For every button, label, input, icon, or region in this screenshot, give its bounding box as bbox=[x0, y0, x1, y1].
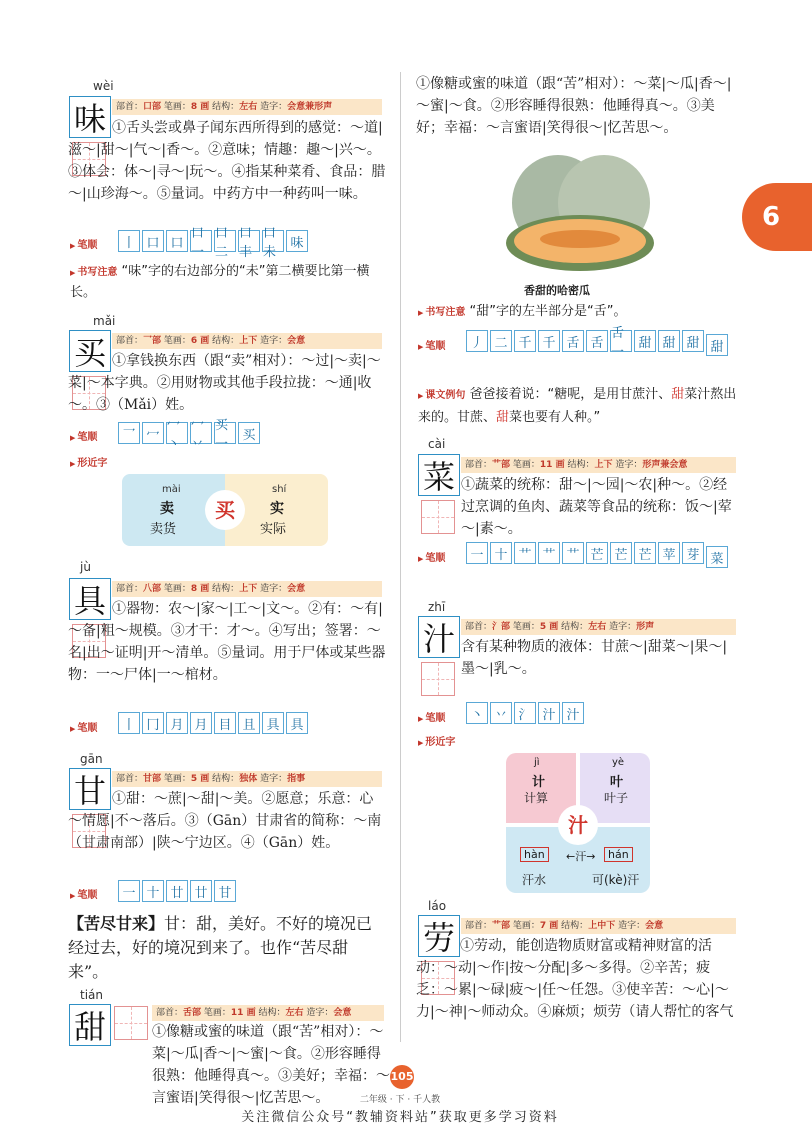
gan-definition: ①甜：～蔗|～甜|～美。②愿意；乐意：心～情愿|不～落后。③（Gān）甘肃省的简称：～南（甘肃南部）|陕～宁边区。④（Gān）姓。 bbox=[68, 791, 382, 851]
stroke-step: 甜 bbox=[634, 330, 656, 352]
cai-char: 菜 bbox=[418, 454, 460, 496]
gan-info: 部首：甘部 笔画：5 画 结构：独体 造字：指事 bbox=[112, 771, 382, 787]
zhi-strokes-label: ▶ 笔顺 bbox=[418, 709, 445, 724]
stroke-step: 冂 bbox=[142, 712, 164, 734]
wei-definition: ①舌头尝或鼻子闻东西所得到的感觉：～道|滋～|甜～|气～|香～。②意味；情趣：趣～|兴～。③体会：体～|寻～|玩～。④指某种菜肴、食品：腊～|山珍海～。⑤量词。中药方中一种药叫一味。 bbox=[68, 120, 386, 202]
gan-char: 甘 bbox=[69, 768, 111, 810]
wei-strokes bbox=[118, 226, 308, 260]
cai-pinyin: cài bbox=[428, 437, 446, 451]
lao-info: 部首：艹部 笔画：7 画 结构：上中下 造字：会意 bbox=[461, 918, 736, 934]
tian-definition-continued: ①像糖或蜜的味道（跟“苦”相对）：～菜|～瓜|香～|～蜜|～食。②形容睡得很熟：他睡得真～。③美好；幸福：～言蜜语|笑得很～|忆苦思～。 bbox=[416, 76, 732, 136]
stroke-step: 买一 bbox=[214, 422, 236, 444]
wei-writing-note: ▶ 书写注意 “味”字的右边部分的“未”第二横要比第一横长。 bbox=[70, 262, 388, 303]
stroke-step: 冖丷 bbox=[190, 422, 212, 444]
stroke-step: 月 bbox=[190, 712, 212, 734]
stroke-step: 口 bbox=[166, 230, 188, 252]
tian-char: 甜 bbox=[69, 1004, 111, 1046]
stroke-step: 具 bbox=[286, 712, 308, 734]
stroke-step: 冖 bbox=[142, 422, 164, 444]
chapter-tab: 6 bbox=[742, 183, 812, 251]
similar-middle-char: ←汗→ bbox=[566, 850, 596, 863]
stroke-step: 口丰 bbox=[238, 230, 260, 252]
zhi-info: 部首：氵部 笔画：5 画 结构：左右 造字：形声 bbox=[461, 619, 736, 635]
similar-bl-pinyin: hàn bbox=[520, 847, 549, 862]
similar-br-pinyin: hán bbox=[604, 847, 633, 862]
stroke-step: 艹 bbox=[538, 542, 560, 564]
similar-tl-char: 计 bbox=[532, 775, 546, 790]
stroke-step: 芒 bbox=[610, 542, 632, 564]
mai-pinyin: mǎi bbox=[93, 314, 116, 328]
page-number: 105 bbox=[390, 1065, 414, 1089]
mai-definition: ①拿钱换东西（跟“卖”相对）：～过|～卖|～菜|～本字典。②用财物或其他手段拉拢：～通|收～。③（Mǎi）姓。 bbox=[68, 353, 381, 413]
stroke-step: 菜 bbox=[706, 546, 728, 568]
gan-strokes-label: ▶ 笔顺 bbox=[70, 886, 97, 901]
mai-strokes-label: ▶ 笔顺 bbox=[70, 428, 97, 443]
column-divider bbox=[400, 72, 401, 1042]
similar-tl-pinyin: jì bbox=[534, 757, 540, 768]
stroke-step: 口一 bbox=[190, 230, 212, 252]
stroke-step: 口未 bbox=[262, 230, 284, 252]
stroke-step: 具 bbox=[262, 712, 284, 734]
footer-grade: 二年级 · 下 · 千人教 bbox=[359, 1095, 441, 1105]
similar-center-char: 买 bbox=[205, 490, 245, 530]
mai-strokes bbox=[118, 418, 260, 452]
tian-writing-note: ▶ 书写注意 “甜”字的左半部分是“舌”。 bbox=[418, 302, 736, 323]
stroke-step: 一 bbox=[118, 880, 140, 902]
tian-info: 部首：舌部 笔画：11 画 结构：左右 造字：会意 bbox=[152, 1005, 384, 1021]
stroke-step: 艹 bbox=[562, 542, 584, 564]
wei-info: 部首：口部 笔画：8 画 结构：左右 造字：会意兼形声 bbox=[112, 99, 382, 115]
zhi-pinyin: zhī bbox=[428, 600, 446, 614]
stroke-step: 氵 bbox=[514, 702, 536, 724]
stroke-step: 千 bbox=[514, 330, 536, 352]
stroke-step: 芒 bbox=[634, 542, 656, 564]
similar-left-char: 卖 bbox=[160, 501, 174, 517]
similar-right-word: 实际 bbox=[260, 522, 287, 537]
stroke-step: 十 bbox=[142, 880, 164, 902]
stroke-step: 一 bbox=[466, 542, 488, 564]
stroke-step: 舌 bbox=[586, 330, 608, 352]
ju-definition: ①器物：农～|家～|工～|文～。②有：～有|～备|粗～规模。③才干：才～。④写出；签署：～名|出～证明|开～清单。⑤量词。用于尸体或某些器物：一～尸体|一～棺材。 bbox=[68, 601, 386, 683]
stroke-step: 二 bbox=[490, 330, 512, 352]
ju-strokes bbox=[118, 712, 308, 734]
melon-caption: 香甜的哈密瓜 bbox=[524, 284, 590, 297]
stroke-step: 廿 bbox=[190, 880, 212, 902]
gan-pinyin: gān bbox=[80, 752, 103, 766]
similar-left-word: 卖货 bbox=[150, 522, 177, 537]
stroke-step: 芒 bbox=[586, 542, 608, 564]
stroke-step: 且 bbox=[238, 712, 260, 734]
mai-info: 部首：乛部 笔画：6 画 结构：上下 造字：会意 bbox=[112, 333, 382, 349]
stroke-step: 艹 bbox=[514, 542, 536, 564]
similar-tl-word: 计算 bbox=[524, 791, 549, 805]
tian-definition-start: ①像糖或蜜的味道（跟“苦”相对）：～菜|～瓜|香～|～蜜|～食。②形容睡得很熟：他睡得真～。③美好；幸福：～言蜜语|笑得很～|忆苦思～。 bbox=[152, 1024, 390, 1106]
stroke-step: 汁 bbox=[562, 702, 584, 724]
stroke-step: 廿 bbox=[166, 880, 188, 902]
zhi-char: 汁 bbox=[418, 616, 460, 658]
tian-example-sentence: ▶ 课文例句 爸爸接着说：“糖呢，是用甘蔗汁、甜菜汁熬出来的。甘蔗、甜菜也要有人种。” bbox=[418, 384, 738, 428]
lao-definition: ①劳动，能创造物质财富或精神财富的活动：～动|～作|按～分配|多～多得。②辛苦；疲乏：～累|～碌|疲～|任～任怨。③使辛苦：～心|～力|～神|～师动众。④麻烦；烦劳（请人帮忙的客气 bbox=[416, 938, 734, 1020]
stroke-step: 甜 bbox=[706, 334, 728, 356]
similar-bl-word: 汗水 bbox=[522, 873, 547, 887]
wei-strokes-label: ▶ 笔顺 bbox=[70, 236, 97, 251]
stroke-step: 舌一 bbox=[610, 330, 632, 352]
similar-right-char: 实 bbox=[270, 501, 284, 517]
tian-strokes bbox=[466, 326, 746, 360]
mai-char: 买 bbox=[69, 330, 111, 372]
stroke-step: 苹 bbox=[658, 542, 680, 564]
similar-tr-pinyin: yè bbox=[612, 757, 625, 768]
lao-char: 劳 bbox=[418, 915, 460, 957]
ju-pinyin: jù bbox=[80, 560, 91, 574]
gan-idiom: 【苦尽甘来】甘：甜，美好。不好的境况已经过去，好的境况到来了。也作“苦尽甜来”。 bbox=[68, 914, 373, 981]
similar-left-pinyin: mài bbox=[162, 484, 181, 495]
tian-strokes-label: ▶ 笔顺 bbox=[418, 337, 445, 352]
stroke-step: 舌 bbox=[562, 330, 584, 352]
stroke-step: 冖丶 bbox=[166, 422, 188, 444]
wei-char: 味 bbox=[69, 96, 111, 138]
stroke-step: 汁 bbox=[538, 702, 560, 724]
stroke-step: 甘 bbox=[214, 880, 236, 902]
stroke-step: 芽 bbox=[682, 542, 704, 564]
stroke-step: 甜 bbox=[658, 330, 680, 352]
mai-similar-label: ▶ 形近字 bbox=[70, 454, 107, 469]
tian-practice-grid bbox=[114, 1006, 148, 1040]
stroke-step: 丷 bbox=[490, 702, 512, 724]
similar-center-char: 汁 bbox=[558, 805, 598, 845]
similar-tr-word: 叶子 bbox=[604, 791, 629, 805]
tian-pinyin: tián bbox=[80, 988, 103, 1002]
stroke-step: 丨 bbox=[118, 230, 140, 252]
stroke-step: 月 bbox=[166, 712, 188, 734]
gan-strokes bbox=[118, 880, 236, 902]
zhi-similar-chars-panel bbox=[506, 753, 650, 893]
cai-info: 部首：艹部 笔画：11 画 结构：上下 造字：形声兼会意 bbox=[461, 457, 736, 473]
zhi-strokes bbox=[466, 702, 584, 724]
stroke-step: 甜 bbox=[682, 330, 704, 352]
stroke-step: 买 bbox=[238, 422, 260, 444]
stroke-step: 丶 bbox=[466, 702, 488, 724]
stroke-step: 千 bbox=[538, 330, 560, 352]
stroke-step: 乛 bbox=[118, 422, 140, 444]
ju-char: 具 bbox=[69, 578, 111, 620]
zhi-similar-label: ▶ 形近字 bbox=[418, 733, 455, 748]
similar-tr-char: 叶 bbox=[610, 775, 624, 790]
stroke-step: 丨 bbox=[118, 712, 140, 734]
wei-pinyin: wèi bbox=[93, 79, 114, 93]
footer-watermark: 关注微信公众号“教辅资料站”获取更多学习资料 bbox=[241, 1110, 559, 1125]
stroke-step: 丿 bbox=[466, 330, 488, 352]
cai-definition: ①蔬菜的统称：甜～|～园|～农|种～。②经过烹调的鱼肉、蔬菜等食品的统称：饭～|荤～|素～。 bbox=[461, 477, 732, 537]
cai-strokes-label: ▶ 笔顺 bbox=[418, 549, 445, 564]
melon-image bbox=[500, 155, 660, 275]
stroke-step: 口二 bbox=[214, 230, 236, 252]
zhi-definition: 含有某种物质的液体：甘蔗～|甜菜～|果～|墨～|乳～。 bbox=[461, 639, 728, 677]
cai-practice-grid bbox=[421, 500, 455, 534]
stroke-step: 味 bbox=[286, 230, 308, 252]
similar-br-word: 可(kè)汗 bbox=[592, 873, 640, 887]
zhi-practice-grid bbox=[421, 662, 455, 696]
stroke-step: 目 bbox=[214, 712, 236, 734]
similar-right-pinyin: shí bbox=[272, 484, 287, 495]
stroke-step: 十 bbox=[490, 542, 512, 564]
ju-strokes-label: ▶ 笔顺 bbox=[70, 719, 97, 734]
mai-similar-chars-panel bbox=[122, 474, 328, 546]
cai-strokes bbox=[466, 542, 746, 568]
ju-info: 部首：八部 笔画：8 画 结构：上下 造字：会意 bbox=[112, 581, 382, 597]
lao-pinyin: láo bbox=[428, 899, 447, 913]
stroke-step: 口 bbox=[142, 230, 164, 252]
